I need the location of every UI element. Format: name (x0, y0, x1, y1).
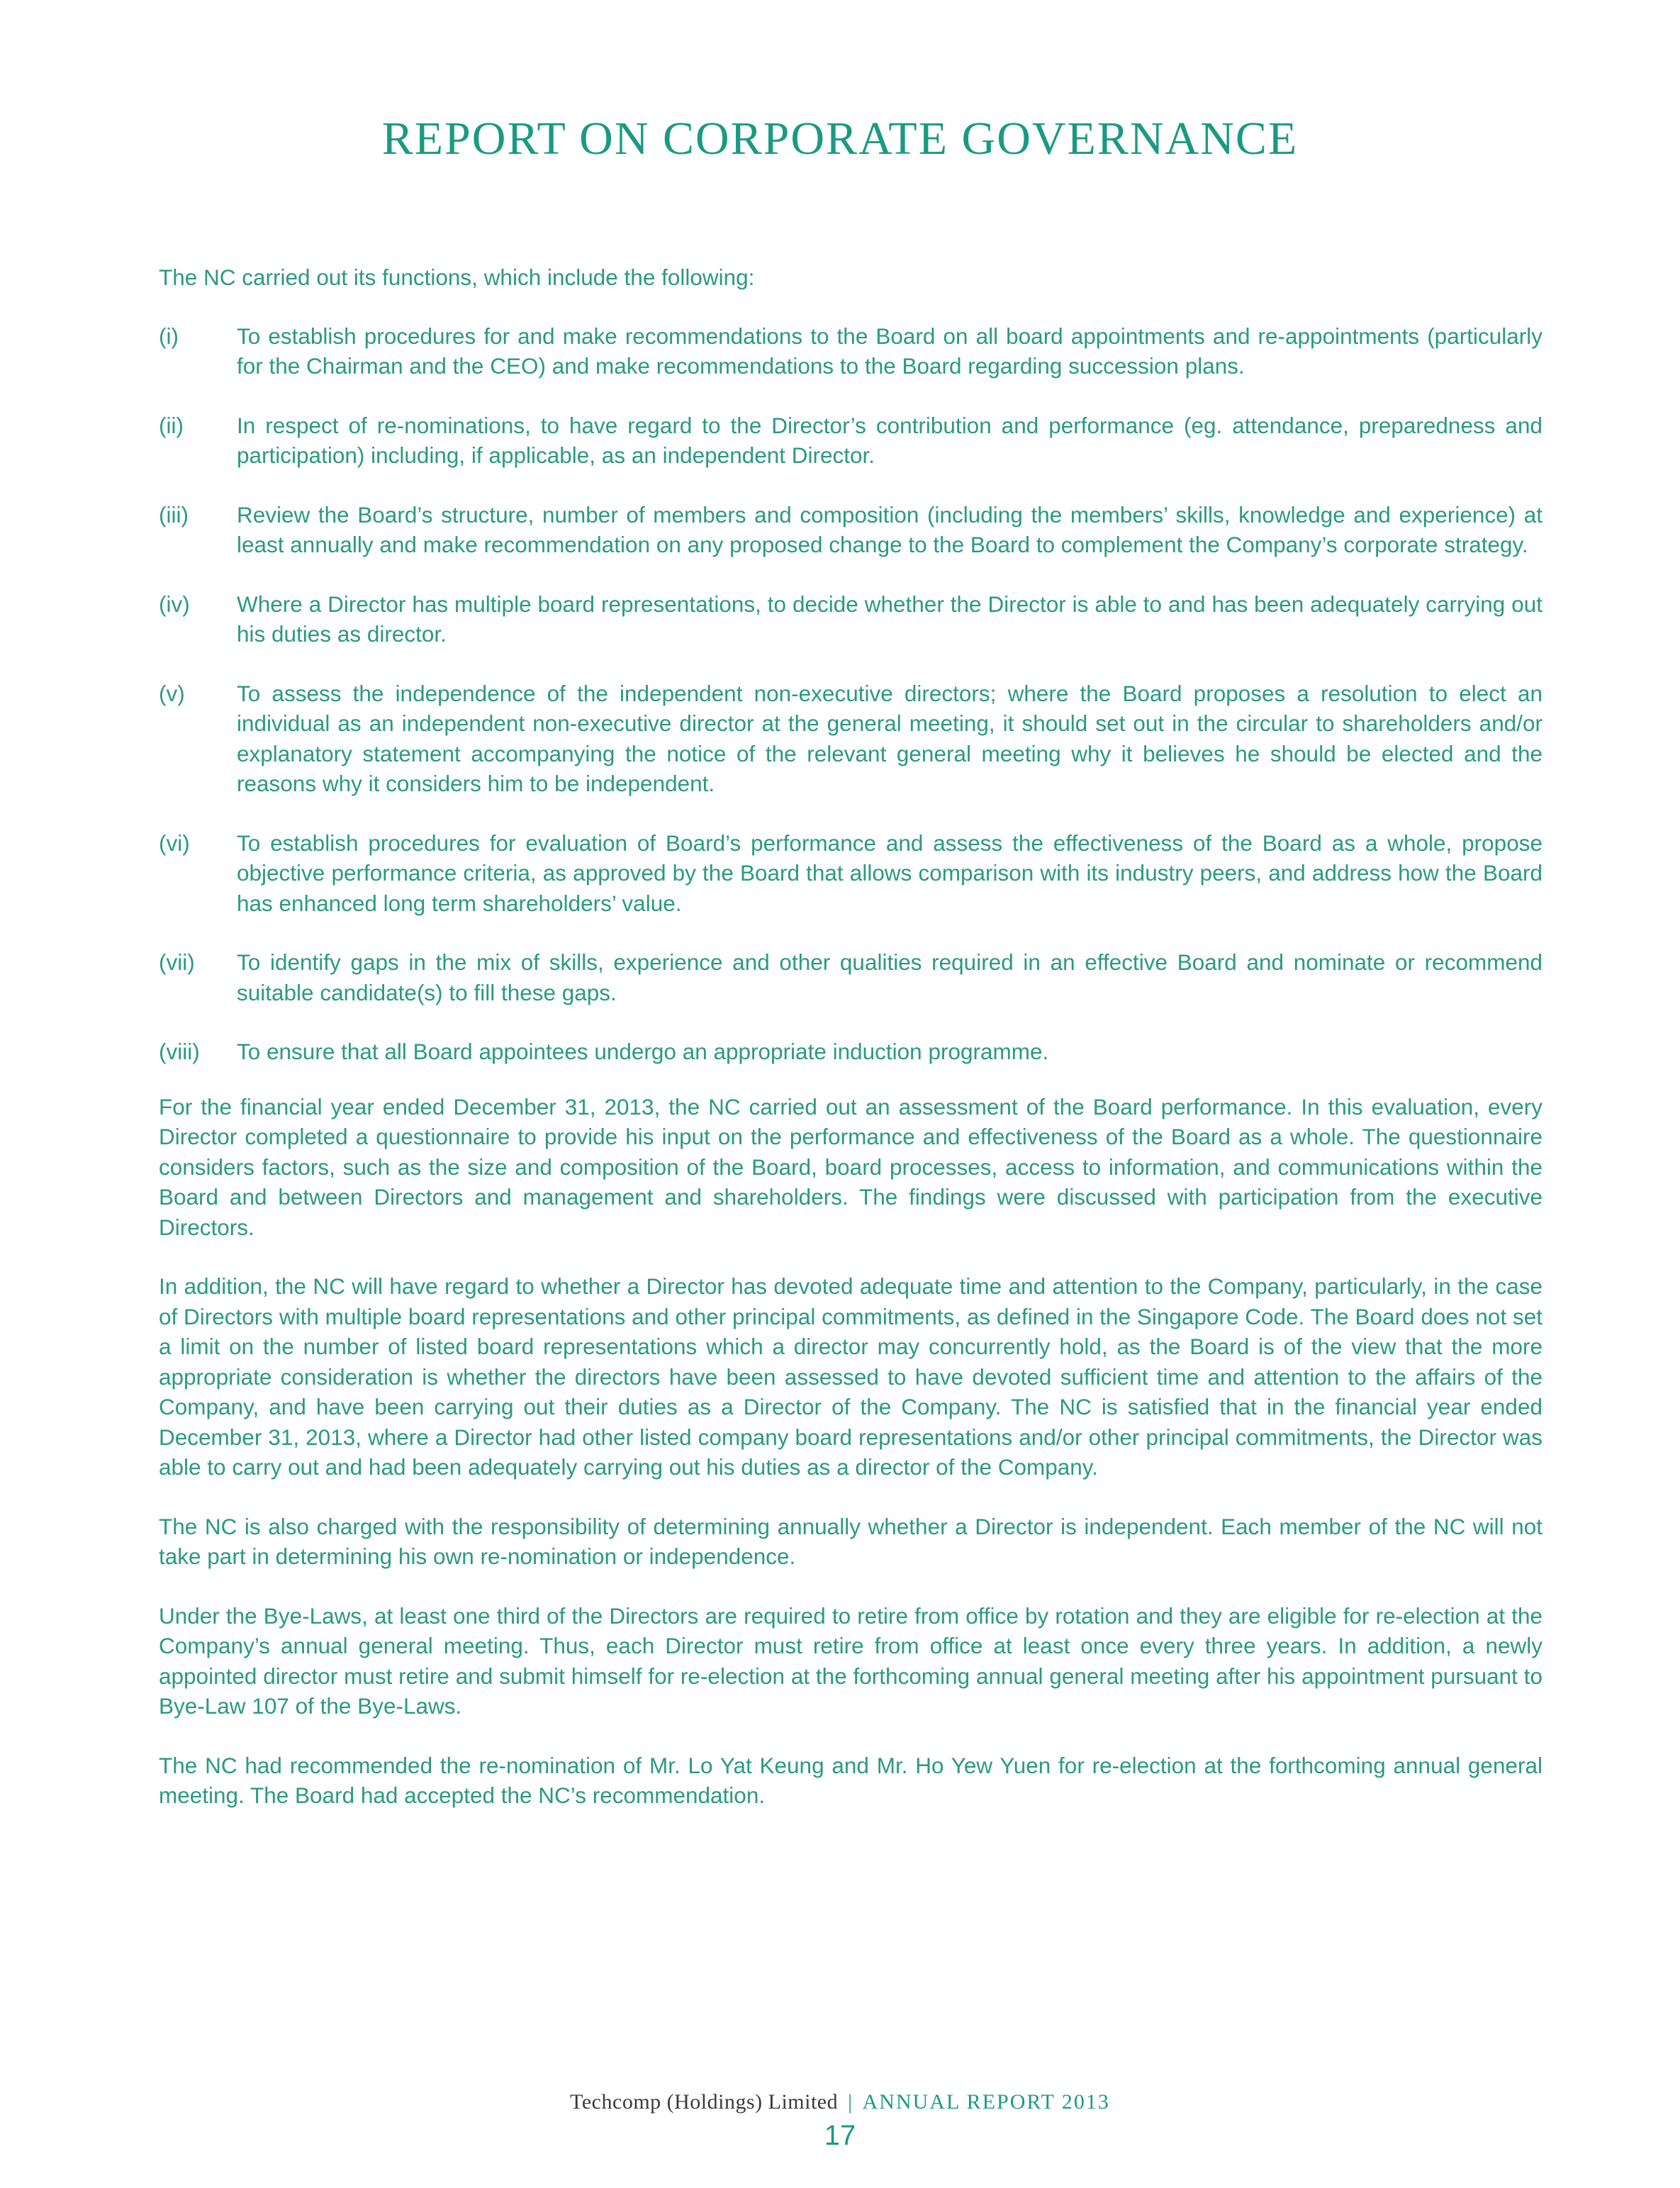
list-item-number: (vii) (159, 949, 195, 975)
list-item-text: To establish procedures for and make recommendations to the Board on all board appointments and re-appointments (particularly for the Chairman and the CEO) and make recommendations to the Board regarding succession plans. (237, 323, 1542, 379)
list-item-number: (iii) (159, 501, 189, 528)
list-item-text: To establish procedures for evaluation of Board’s performance and assess the effectiveness of the Board as a whole, propose objective performance criteria, as approved by the Board that allows comparison with its industry peers, and address how the Board has enhanced long term shareholders’ value. (237, 830, 1542, 916)
footer-company: Techcomp (Holdings) Limited (570, 2090, 839, 2114)
list-item (159, 321, 1542, 381)
list-item-text: To ensure that all Board appointees undergo an appropriate induction programme. (237, 1039, 1049, 1064)
list-item (159, 500, 1542, 560)
list-item (159, 679, 1542, 799)
page-number: 17 (824, 2120, 856, 2151)
paragraph-bye-laws: Under the Bye-Laws, at least one third of the Directors are required to retire from office by rotation and they are eligible for re-election at the Company’s annual general meeting. Thus, each Director must retire from office at least once every three years. In addition, a newly appointed director must retire and submit himself for re-election at the forthcoming annual general meeting after his appointment pursuant to Bye-Law 107 of the Bye-Laws. (159, 1602, 1542, 1719)
paragraph-director-time: In addition, the NC will have regard to whether a Director has devoted adequate time and attention to the Company, particularly, in the case of Directors with multiple board representations and other principal commitments, as defined in the Singapore Code. The Board does not set a limit on the number of listed board representations which a director may concurrently hold, as the Board is of the view that the more appropriate consideration is whether the directors have been assessed to have devoted sufficient time and attention to the affairs of the Company, and have been carrying out their duties as a Director of the Company. The NC is satisfied that in the financial year ended December 31, 2013, where a Director had other listed company board representations and/or other principal commitments, the Director was able to carry out and had been adequately carrying out his duties as a director of the Company. (159, 1273, 1542, 1480)
page-content (159, 262, 1542, 1840)
functions-list (159, 321, 1542, 1067)
list-item (159, 947, 1542, 1008)
list-item (159, 589, 1542, 649)
list-item-text: Review the Board’s structure, number of members and composition (including the members’ skills, knowledge and experience) at least annually and make recommendation on any proposed change to the Board to complement the Company’s corporate strategy. (237, 501, 1542, 557)
footer-separator: | (848, 2090, 853, 2114)
list-item-number: (viii) (159, 1039, 200, 1064)
footer (0, 2090, 1680, 2114)
list-item-number: (ii) (159, 412, 184, 438)
list-item (159, 1037, 1542, 1067)
list-item-number: (i) (159, 323, 179, 349)
list-item-number: (iv) (159, 591, 190, 617)
list-item-number: (vi) (159, 830, 190, 856)
list-item-text: To identify gaps in the mix of skills, experience and other qualities required in an effective Board and nominate or recommend suitable candidate(s) to fill these gaps. (237, 949, 1542, 1005)
footer-report-title: ANNUAL REPORT 2013 (862, 2090, 1110, 2114)
list-item-text: In respect of re-nominations, to have regard to the Director’s contribution and performance (eg. attendance, preparedness and participation) including, if applicable, as an independent Director. (237, 412, 1542, 468)
list-item-text: To assess the independence of the independent non-executive directors; where the Board proposes a resolution to elect an individual as an independent non-executive director at the general meeting, it should set out in the circular to shareholders and/or explanatory statement accompanying the notice of the relevant general meeting why it believes he should be elected and the reasons why it considers him to be independent. (237, 680, 1542, 796)
list-item-text: Where a Director has multiple board representations, to decide whether the Director is able to and has been adequately carrying out his duties as director. (237, 591, 1542, 647)
page-title: REPORT ON CORPORATE GOVERNANCE (381, 113, 1299, 164)
paragraph-board-assessment: For the financial year ended December 31, 2013, the NC carried out an assessment of the Board performance. In this evaluation, every Director completed a questionnaire to provide his input on the performance and effectiveness of the Board as a whole. The questionnaire considers factors, such as the size and composition of the Board, board processes, access to information, and communications within the Board and between Directors and management and shareholders. The findings were discussed with participation from the executive Directors. (159, 1093, 1542, 1240)
paragraph-independence: The NC is also charged with the responsibility of determining annually whether a Director is independent. Each member of the NC will not take part in determining his own re-nomination or independence. (159, 1513, 1542, 1569)
list-item (159, 828, 1542, 919)
paragraph-re-nomination: The NC had recommended the re-nomination of Mr. Lo Yat Keung and Mr. Ho Yew Yuen for re-election at the forthcoming annual general meeting. The Board had accepted the NC’s recommendation. (159, 1752, 1542, 1808)
list-item (159, 411, 1542, 471)
list-item-number: (v) (159, 680, 185, 706)
intro-text: The NC carried out its functions, which include the following: (159, 264, 755, 290)
